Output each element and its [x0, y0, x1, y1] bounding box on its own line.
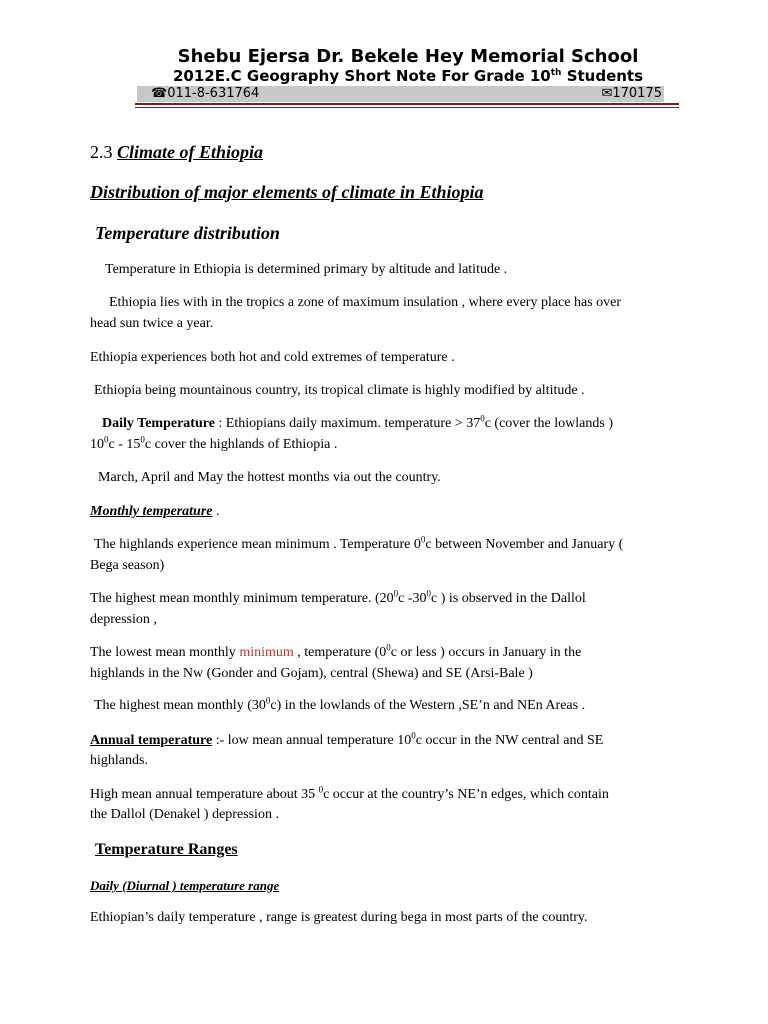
paragraph-tropics-2: head sun twice a year.: [90, 316, 214, 331]
phone-text: 011-8-631764: [167, 86, 260, 101]
monthly-p2-line2: depression ,: [90, 612, 157, 627]
monthly-heading: [90, 502, 690, 522]
a2-b: c occur at the country’s NE’n edges, which contain: [323, 787, 609, 802]
annual-a: :- low mean annual temperature 10: [212, 733, 412, 748]
annual-line1: [90, 731, 690, 751]
contact-bar: [137, 86, 664, 102]
daily-range-c: c cover the highlands of Ethiopia .: [144, 437, 338, 452]
section-name: Climate of Ethiopia: [117, 142, 264, 162]
monthly-p3-line1: [90, 643, 690, 663]
pobox-text: 170175: [612, 86, 662, 101]
degree-sup: 0: [104, 434, 109, 445]
daily-range-b: c - 15: [108, 437, 141, 452]
m3-b: , temperature (0: [293, 645, 387, 660]
daily-temperature-line2: [90, 435, 690, 455]
monthly-p4: [94, 696, 694, 716]
monthly-p1-line2: Bega season): [90, 558, 165, 573]
section-number: 2.3: [90, 142, 113, 162]
note-title-end: Students: [561, 67, 644, 85]
paragraph-hottest-months: March, April and May the hottest months via out the country.: [98, 470, 441, 485]
po-box: [601, 86, 662, 101]
m2-b: c -30: [398, 591, 427, 606]
header-rule: [135, 103, 679, 105]
minimum-highlight: minimum: [239, 645, 294, 660]
monthly-p3-line2: highlands in the Nw (Gonder and Gojam), central (Shewa) and SE (Arsi-Bale ): [90, 666, 533, 681]
paragraph-tropics-1: Ethiopia lies with in the tropics a zone of maximum insulation , where every place has over: [109, 295, 622, 310]
ranges-heading: Temperature Ranges: [95, 841, 238, 858]
m3-c: c or less ) occurs in January in the: [390, 645, 582, 660]
annual-label: Annual temperature: [90, 733, 213, 748]
daily-temperature-line1: [102, 414, 702, 434]
degree-sup: 0: [393, 588, 399, 599]
m2-a: The highest mean monthly minimum temperature. (20: [90, 591, 394, 606]
phone-number: [151, 86, 259, 101]
daily-text-b: c (cover the lowlands ): [484, 416, 613, 431]
degree-sup: 0: [265, 695, 271, 706]
monthly-dot: .: [212, 504, 220, 519]
m4-b: c) in the lowlands of the Western ,SE’n and NEn Areas .: [270, 698, 586, 713]
m3-a: The lowest mean monthly: [90, 645, 240, 660]
degree-sup: 0: [480, 413, 485, 424]
school-name: Shebu Ejersa Dr. Bekele Hey Memorial School: [177, 46, 639, 67]
degree-sup: 0: [420, 534, 426, 545]
m2-c: c ) is observed in the Dallol: [431, 591, 586, 606]
daily-text: : Ethiopians daily maximum. temperature > 37: [214, 416, 481, 431]
mail-icon: ✉: [601, 86, 613, 101]
annual-b: c occur in the NW central and SE: [415, 733, 604, 748]
daily-range-a: 10: [90, 437, 104, 452]
monthly-p2-line1: [90, 589, 690, 609]
degree-sup: 0: [386, 642, 391, 653]
phone-icon: ☎: [151, 86, 168, 101]
temperature-heading: Temperature distribution: [95, 223, 280, 243]
paragraph-mountainous: Ethiopia being mountainous country, its tropical climate is highly modified by altitude .: [94, 383, 585, 398]
high-annual-line1: [90, 785, 690, 805]
degree-sup: 0: [318, 784, 324, 795]
daily-temperature-label: Daily Temperature: [102, 416, 215, 431]
monthly-p1-line1: [94, 535, 694, 555]
degree-sup: 0: [411, 730, 416, 741]
paragraph-extremes: Ethiopia experiences both hot and cold extremes of temperature .: [90, 350, 455, 365]
monthly-label: Monthly temperature: [90, 504, 213, 519]
note-title: [24, 67, 768, 85]
m1-a: The highlands experience mean minimum . Temperature 0: [94, 537, 421, 552]
degree-sup: 0: [426, 588, 432, 599]
degree-sup: 0: [140, 434, 145, 445]
paragraph-daily-range: Ethiopian’s daily temperature , range is greatest during bega in most parts of the country.: [90, 910, 588, 925]
m4-a: The highest mean monthly (30: [94, 698, 266, 713]
section-title: [90, 141, 690, 163]
diurnal-heading: Daily (Diurnal ) temperature range: [90, 878, 280, 893]
paragraph-altitude: Temperature in Ethiopia is determined primary by altitude and latitude .: [105, 262, 508, 277]
high-annual-line2: the Dallol (Denakel ) depression .: [90, 807, 279, 822]
note-title-main: 2012E.C Geography Short Note For Grade 10: [172, 67, 551, 85]
annual-line2: highlands.: [90, 753, 148, 768]
header-rule-thin: [135, 107, 679, 108]
note-title-sup: th: [550, 68, 562, 78]
a2-a: High mean annual temperature about 35: [90, 787, 319, 802]
m1-b: c between November and January (: [425, 537, 624, 552]
distribution-heading: Distribution of major elements of climate in Ethiopia: [90, 182, 484, 202]
